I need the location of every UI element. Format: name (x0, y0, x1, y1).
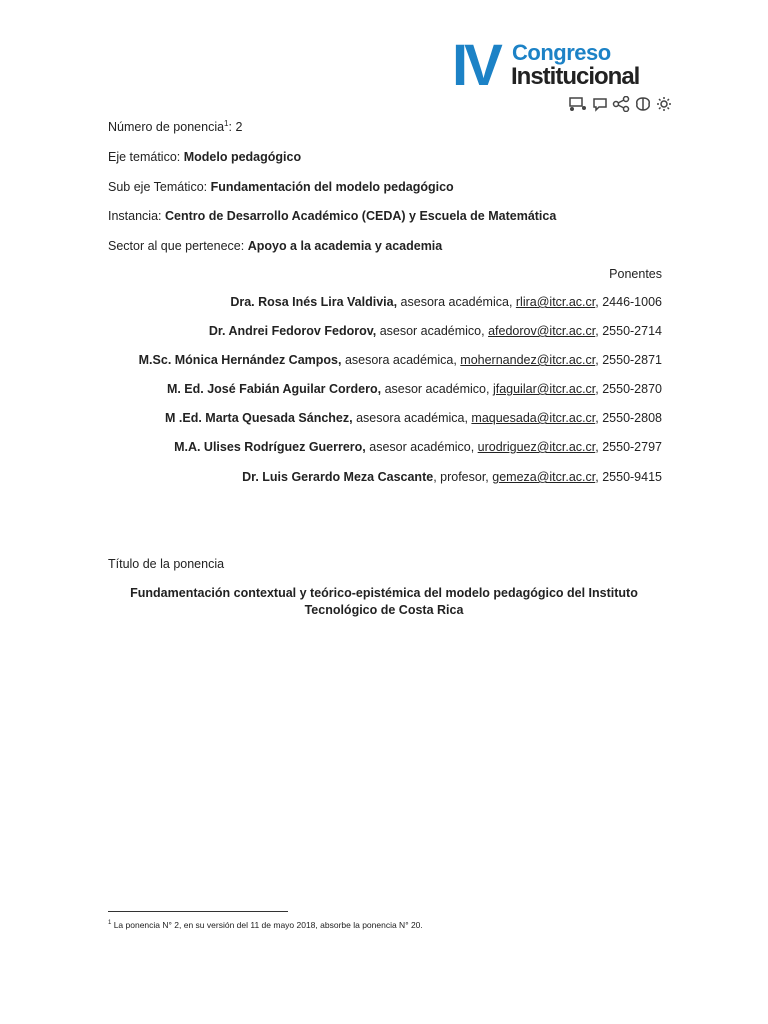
field-value: 2 (235, 120, 243, 134)
molecule-icon (612, 96, 630, 112)
ponente-row (242, 469, 662, 485)
ponente-phone: , 2446-1006 (595, 295, 662, 309)
ponente-name: M .Ed. Marta Quesada Sánchez, (165, 411, 353, 425)
field-separator: : (228, 120, 236, 134)
field-label: Número de ponencia (108, 120, 225, 134)
brain-icon (634, 96, 652, 112)
ponente-email-link[interactable]: maquesada@itcr.ac.cr (471, 411, 596, 425)
ponente-phone: , 2550-2797 (595, 440, 662, 454)
ponente-row (167, 381, 662, 397)
logo-roman-numeral: IV (452, 33, 499, 98)
ponente-name: Dra. Rosa Inés Lira Valdivia, (230, 295, 398, 309)
field-instancia (108, 208, 556, 224)
footnote-divider (108, 911, 288, 912)
titulo-ponencia (108, 585, 660, 619)
congreso-logo (452, 33, 667, 114)
ponente-phone: , 2550-2808 (595, 411, 662, 425)
ponente-name: M.A. Ulises Rodríguez Guerrero, (174, 440, 366, 454)
ponente-role: asesor académico, (381, 382, 493, 396)
logo-icon-row (568, 96, 672, 112)
ponente-phone: , 2550-2871 (595, 353, 662, 367)
ponente-row (174, 439, 662, 455)
ponente-row (209, 323, 662, 339)
ponente-role: asesora académica, (352, 411, 472, 425)
network-icon (568, 96, 588, 112)
ponentes-heading: Ponentes (609, 267, 662, 281)
ponente-email-link[interactable]: urodriguez@itcr.ac.cr (477, 440, 596, 454)
ponente-row (165, 410, 662, 426)
ponente-role: asesor académico, (365, 440, 478, 454)
field-eje-tematico (108, 149, 301, 165)
logo-line-2: Institucional (511, 63, 640, 90)
chat-icon (592, 96, 608, 112)
ponente-email-link[interactable]: mohernandez@itcr.ac.cr (460, 353, 596, 367)
logo-line-1: Congreso (512, 40, 611, 65)
ponente-email-link[interactable]: jfaguilar@itcr.ac.cr (492, 382, 596, 396)
ponente-row (139, 352, 662, 368)
gear-icon (656, 96, 672, 112)
ponente-name: M.Sc. Mónica Hernández Campos, (138, 353, 342, 367)
footnote-mark: 1 (108, 920, 112, 927)
ponente-email-link[interactable]: rlira@itcr.ac.cr (515, 295, 596, 309)
ponente-role: asesora académica, (341, 353, 461, 367)
ponente-phone: , 2550-2870 (595, 382, 662, 396)
ponente-phone: , 2550-9415 (595, 470, 662, 484)
field-sub-eje (108, 179, 454, 195)
field-label: Instancia: (108, 209, 165, 223)
titulo-line-1: Fundamentación contextual y teórico-epistémica del modelo pedagógico del Instituto (130, 586, 638, 600)
ponente-name: M. Ed. José Fabián Aguilar Cordero, (166, 382, 382, 396)
ponente-role: , profesor, (433, 470, 493, 484)
ponente-role: asesor académico, (376, 324, 489, 338)
field-value: Apoyo a la academia y academia (247, 239, 443, 253)
footnote-text: La ponencia N° 2, en su versión del 11 de mayo 2018, absorbe la ponencia N° 20. (111, 920, 423, 930)
ponente-role: asesora académica, (397, 295, 516, 309)
ponente-phone: , 2550-2714 (595, 324, 662, 338)
ponente-email-link[interactable]: afedorov@itcr.ac.cr (488, 324, 596, 338)
field-label: Eje temático: (108, 150, 184, 164)
field-value: Centro de Desarrollo Académico (CEDA) y Escuela de Matemática (164, 209, 557, 223)
field-sector (108, 238, 442, 254)
titulo-label: Título de la ponencia (108, 557, 225, 571)
footnote (108, 920, 423, 931)
field-label: Sector al que pertenece: (108, 239, 248, 253)
field-value: Fundamentación del modelo pedagógico (210, 180, 454, 194)
field-value: Modelo pedagógico (183, 150, 302, 164)
field-numero-ponencia (108, 119, 242, 135)
ponente-email-link[interactable]: gemeza@itcr.ac.cr (492, 470, 596, 484)
ponente-name: Dr. Luis Gerardo Meza Cascante (242, 470, 434, 484)
ponente-row (230, 294, 662, 310)
titulo-line-2: Tecnológico de Costa Rica (304, 603, 464, 617)
ponente-name: Dr. Andrei Fedorov Fedorov, (208, 324, 377, 338)
footnote-ref: 1 (224, 118, 229, 128)
field-label: Sub eje Temático: (108, 180, 211, 194)
